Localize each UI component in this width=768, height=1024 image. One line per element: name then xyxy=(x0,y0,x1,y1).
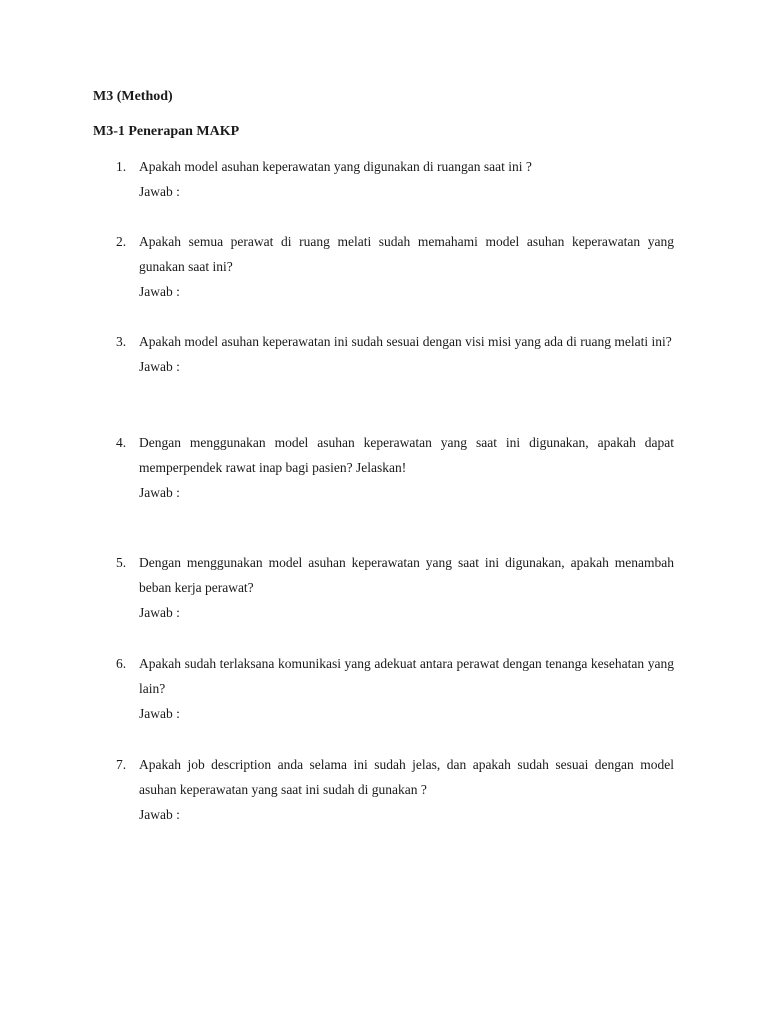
question-number: 2. xyxy=(116,234,127,249)
section-heading: M3-1 Penerapan MAKP xyxy=(93,124,240,139)
answer-label: Jawab : xyxy=(139,485,180,500)
question-text: Apakah sudah terlaksana komunikasi yang adekuat antara perawat dengan tenanga kesehatan yang lain? xyxy=(139,656,674,696)
question-number: 4. xyxy=(116,435,127,450)
question-number: 6. xyxy=(116,656,127,671)
question-text: Apakah model asuhan keperawatan ini sudah sesuai dengan visi misi yang ada di ruang melati ini? xyxy=(139,334,672,349)
question-number: 3. xyxy=(116,334,127,349)
question-text: Apakah model asuhan keperawatan yang digunakan di ruangan saat ini ? xyxy=(139,159,532,174)
question-text: Apakah job description anda selama ini sudah jelas, dan apakah sudah sesuai dengan model asuhan keperawatan yang saat ini sudah di gunakan ? xyxy=(139,757,674,797)
answer-label: Jawab : xyxy=(139,706,180,721)
question-number: 7. xyxy=(116,757,127,772)
answer-label: Jawab : xyxy=(139,807,180,822)
answer-label: Jawab : xyxy=(139,605,180,620)
answer-label: Jawab : xyxy=(139,359,180,374)
question-text: Apakah semua perawat di ruang melati sudah memahami model asuhan keperawatan yang gunakan saat ini? xyxy=(139,234,674,274)
answer-label: Jawab : xyxy=(139,284,180,299)
question-number: 5. xyxy=(116,555,127,570)
question-number: 1. xyxy=(116,159,127,174)
question-text: Dengan menggunakan model asuhan keperawatan yang saat ini digunakan, apakah menambah beban kerja perawat? xyxy=(139,555,674,595)
document-title: M3 (Method) xyxy=(93,89,173,104)
question-text: Dengan menggunakan model asuhan keperawatan yang saat ini digunakan, apakah dapat memperpendek rawat inap bagi pasien? Jelaskan! xyxy=(139,435,674,475)
answer-label: Jawab : xyxy=(139,184,180,199)
